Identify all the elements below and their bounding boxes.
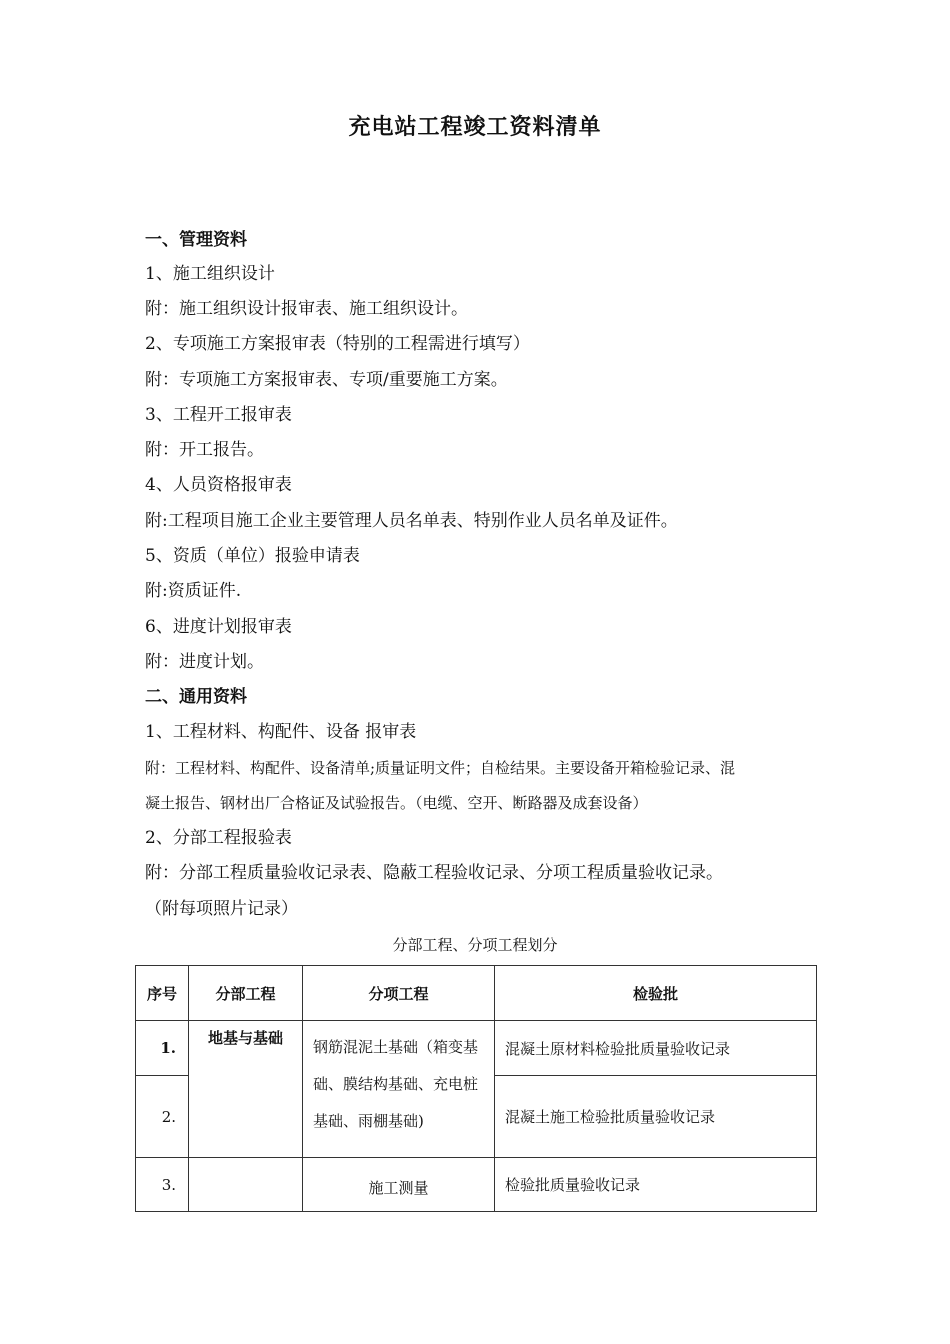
- general-item-1-attachment-line-2: 凝土报告、钢材出厂合格证及试验报告。（电缆、空开、断路器及成套设备）: [145, 794, 648, 812]
- row-3-serial: 3.: [136, 1158, 189, 1212]
- item-4-heading: 4、人员资格报审表: [145, 475, 292, 495]
- row-1-serial: 1.: [136, 1021, 189, 1076]
- table-row: [136, 1158, 817, 1212]
- table-header-row: [136, 966, 817, 1021]
- item-2-attachment: 附：专项施工方案报审表、专项/重要施工方案。: [145, 370, 508, 390]
- item-6-attachment: 附：进度计划。: [145, 652, 264, 672]
- row-2-serial: 2.: [136, 1076, 189, 1158]
- general-item-2-attachment-line-2: （附每项照片记录）: [145, 899, 298, 919]
- item-6-heading: 6、进度计划报审表: [145, 617, 292, 637]
- section-heading-management: 一、管理资料: [145, 230, 247, 250]
- row-3-inspection-batch: 检验批质量验收记录: [495, 1158, 817, 1212]
- item-1-heading: 1、施工组织设计: [145, 264, 275, 284]
- table-caption: 分部工程、分项工程划分: [392, 936, 558, 954]
- row-3-subitem: 施工测量: [303, 1158, 495, 1212]
- item-5-attachment: 附:资质证件.: [145, 581, 242, 601]
- item-3-attachment: 附：开工报告。: [145, 440, 264, 460]
- general-item-2-attachment-line-1: 附：分部工程质量验收记录表、隐蔽工程验收记录、分项工程质量验收记录。: [145, 863, 723, 883]
- row-3-division: [189, 1158, 303, 1212]
- item-5-heading: 5、资质（单位）报验申请表: [145, 546, 360, 566]
- general-item-1-attachment-line-1: 附：工程材料、构配件、设备清单;质量证明文件；自检结果。主要设备开箱检验记录、混: [145, 759, 736, 777]
- row-1-division: 地基与基础: [189, 1021, 303, 1158]
- item-2-heading: 2、专项施工方案报审表（特别的工程需进行填写）: [145, 334, 530, 354]
- row-1-inspection-batch: 混凝土原材料检验批质量验收记录: [495, 1021, 817, 1076]
- row-1-subitem: 钢筋混泥土基础（箱变基础、膜结构基础、充电桩基础、雨棚基础): [303, 1021, 495, 1158]
- item-1-attachment: 附：施工组织设计报审表、施工组织设计。: [145, 299, 468, 319]
- item-4-attachment: 附:工程项目施工企业主要管理人员名单表、特别作业人员名单及证件。: [145, 511, 678, 531]
- item-3-heading: 3、工程开工报审表: [145, 405, 292, 425]
- row-2-inspection-batch: 混凝土施工检验批质量验收记录: [495, 1076, 817, 1158]
- header-subitem: 分项工程: [303, 966, 495, 1021]
- table-row: [136, 1021, 817, 1076]
- header-division: 分部工程: [189, 966, 303, 1021]
- page-title: 充电站工程竣工资料清单: [348, 114, 602, 140]
- header-inspection-batch: 检验批: [495, 966, 817, 1021]
- division-table: [135, 965, 817, 1212]
- general-item-1-heading: 1、工程材料、构配件、设备 报审表: [145, 722, 417, 742]
- general-item-2-heading: 2、分部工程报验表: [145, 828, 292, 848]
- section-heading-general: 二、通用资料: [145, 687, 247, 707]
- header-serial: 序号: [136, 966, 189, 1021]
